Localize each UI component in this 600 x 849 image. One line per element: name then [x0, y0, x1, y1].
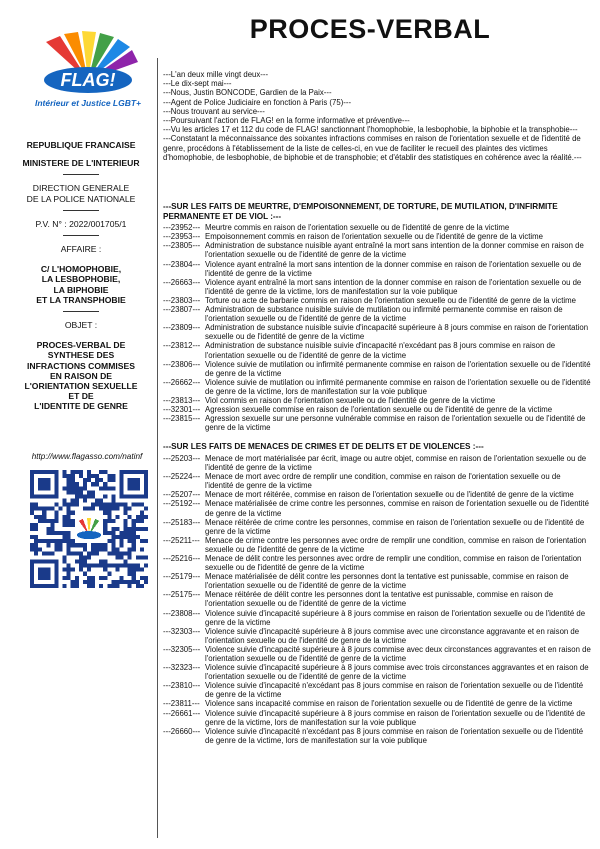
- list-item: [163, 699, 591, 708]
- natinf-code: ---23806---: [163, 359, 201, 369]
- natinf-code: ---25192---: [163, 499, 201, 509]
- left-column: [12, 140, 150, 412]
- page-title: PROCES-VERBAL: [249, 14, 491, 44]
- column-divider: [157, 58, 158, 838]
- infractions-list: [163, 196, 591, 745]
- intro-line: ---Vu les articles 17 et 112 du code de FLAG! sanctionnant l'homophobie, la lesbophobie, la biphobie et la transphobie---: [163, 125, 578, 135]
- infraction-text: Menace réitérée de crime contre les personnes, commise en raison de l'orientation sexuelle ou de l'identité de genre de la victime: [205, 517, 585, 536]
- intro-line: ---Constatant la méconnaissance des soixantes infractions commises en raison de l'orientation sexuelle et de l'identité de genre, procédons à l'établissement de la liste de celles-ci, en vue de faciliter le recueil des plaintes des victimes d'homophobie, de lesbophobie, de biphobie et de transphobie; et d'établir des statistiques en cohérence avec la réalité.---: [163, 134, 582, 162]
- infraction-text: Violence suivie d'incapacité supérieure à 8 jours commise avec trois circonstances aggravantes et en raison de l'orientation sexuelle ou de l'identité de genre de la victime: [205, 663, 589, 682]
- objet-line: EN RAISON DE: [49, 370, 113, 381]
- natinf-code: ---23805---: [163, 241, 201, 251]
- natinf-code: ---25183---: [163, 517, 201, 527]
- affaire-line: LA LESBOPHOBIE,: [41, 274, 121, 285]
- list-item: [163, 223, 591, 232]
- natinf-code: ---25207---: [163, 490, 201, 500]
- natinf-code: ---23815---: [163, 414, 201, 424]
- list-item: [163, 323, 591, 341]
- list-item: [163, 590, 591, 608]
- infraction-text: Menace matérialisée de crime contre les personnes, commise en raison de l'orientation sexuelle ou de l'identité de genre de la victime: [205, 499, 589, 518]
- infraction-text: Menace de mort matérialisée par écrit, image ou autre objet, commise en raison de l'orientation sexuelle ou de l'identité de genre de la victime: [205, 453, 587, 473]
- list-item: [163, 296, 591, 305]
- natinf-code: ---23809---: [163, 323, 201, 333]
- infraction-text: Violence suivie d'incapacité supérieure à 8 jours commise avec deux circonstances aggravantes et en raison de l'orientation sexuelle ou de l'identité de genre de la victime: [205, 644, 591, 663]
- infraction-text: Violence suivie d'incapacité supérieure à 8 jours commise en raison de l'orientation sexuelle ou de l'identité de genre de la victime, lors de manifestation sur la voie publique: [205, 708, 586, 727]
- infraction-text: Menace matérialisée de délit contre les personnes dont la tentative est punissable, commise en raison de l'orientation sexuelle ou de l'identité de genre de la victime: [205, 572, 569, 591]
- natinf-code: ---26661---: [163, 708, 201, 718]
- list-item: [163, 405, 591, 414]
- objet-line: L'IDENTITE DE GENRE: [34, 401, 128, 412]
- list-item: [163, 241, 591, 259]
- natinf-code: ---25224---: [163, 472, 201, 482]
- intro-line: ---Nous, Justin BONCODE, Gardien de la Paix---: [163, 88, 332, 98]
- list-item: [163, 260, 591, 278]
- infraction-text: Violence ayant entraîné la mort sans intention de la donner commise en raison de l'orientation sexuelle ou de l'identité de genre de la victime: [205, 259, 582, 278]
- intro-line: ---Le dix-sept mai---: [163, 79, 232, 89]
- divider: [63, 174, 99, 175]
- direction-line: DE LA POLICE NATIONALE: [26, 193, 136, 204]
- natinf-code: ---23807---: [163, 305, 201, 315]
- infraction-text: Menace de crime contre les personnes avec ordre de remplir une condition, commise en raison de l'orientation sexuelle ou de l'identité de genre de la victime: [205, 535, 587, 554]
- list-item: [163, 341, 591, 359]
- infraction-text: Agression sexuelle sur une personne vulnérable commise en raison de l'orientation sexuelle ou de l'identité de genre de la victime: [205, 414, 586, 433]
- list-item: [163, 727, 591, 745]
- list-item: [163, 499, 591, 517]
- natinf-code: ---32305---: [163, 644, 201, 654]
- natinf-code: ---32301---: [163, 405, 201, 415]
- list-item: [163, 709, 591, 727]
- section-heading: ---SUR LES FAITS DE MEURTRE, D'EMPOISONNEMENT, DE TORTURE, DE MUTILATION, D'INFIRMITE PERMANENTE ET DE VIOL :---: [163, 202, 558, 221]
- list-item: [163, 232, 591, 241]
- natinf-link[interactable]: http://www.flagasso.com/natinf: [31, 452, 143, 461]
- ministry-label: MINISTERE DE L'INTERIEUR: [22, 158, 140, 169]
- infraction-text: Administration de substance nuisible suivie d'incapacité n'excédant pas 8 jours commise en raison de l'orientation sexuelle ou de l'identité de genre de la victime: [205, 341, 556, 360]
- natinf-code: ---23808---: [163, 608, 201, 618]
- direction-line: DIRECTION GENERALE: [32, 183, 130, 194]
- infraction-text: Violence suivie de mutilation ou infirmité permanente commise en raison de l'orientation sexuelle ou de l'identité de genre de la victime, lors de manifestation sur la voie publique: [205, 377, 591, 396]
- infraction-text: Violence suivie d'incapacité supérieure à 8 jours commise en raison de l'orientation sexuelle ou de l'identité de genre de la victime: [205, 608, 586, 627]
- list-item: [163, 360, 591, 378]
- logo-tagline: Intérieur et Justice LGBT+: [34, 98, 142, 108]
- natinf-code: ---25175---: [163, 590, 201, 600]
- affaire-line: C/ L'HOMOPHOBIE,: [40, 264, 122, 275]
- list-item: [163, 396, 591, 405]
- natinf-code: ---25203---: [163, 453, 201, 463]
- list-item: [163, 454, 591, 472]
- republic-label: REPUBLIQUE FRANCAISE: [26, 140, 136, 150]
- natinf-code: ---23952---: [163, 223, 201, 233]
- list-item: [163, 472, 591, 490]
- list-item: [163, 681, 591, 699]
- intro-line: ---Poursuivant l'action de FLAG! en la forme informative et préventive---: [163, 116, 410, 126]
- intro-line: ---L'an deux mille vingt deux---: [163, 70, 269, 79]
- natinf-code: ---25216---: [163, 553, 201, 563]
- list-item: [163, 645, 591, 663]
- list-item: [163, 627, 591, 645]
- list-item: [163, 490, 591, 499]
- qr-code-icon[interactable]: [30, 470, 148, 588]
- list-item: [163, 536, 591, 554]
- objet-line: ET DE: [68, 391, 94, 402]
- natinf-code: ---26660---: [163, 726, 201, 736]
- divider: [63, 311, 99, 312]
- affaire-line: LA BIPHOBIE: [53, 284, 109, 295]
- infraction-text: Viol commis en raison de l'orientation sexuelle ou de l'identité de genre de la victime: [205, 395, 496, 405]
- list-item: [163, 378, 591, 396]
- natinf-code: ---23812---: [163, 341, 201, 351]
- intro-line: ---Nous trouvant au service---: [163, 106, 265, 116]
- natinf-code: ---23804---: [163, 259, 201, 269]
- natinf-code: ---23803---: [163, 295, 201, 305]
- divider: [63, 210, 99, 211]
- natinf-code: ---26663---: [163, 277, 201, 287]
- natinf-code: ---25211---: [163, 535, 200, 545]
- intro-line: ---Agent de Police Judiciaire en fonction à Paris (75)---: [163, 97, 352, 107]
- infraction-text: Agression sexuelle commise en raison de l'orientation sexuelle ou de l'identité de genre de la victime: [205, 405, 553, 415]
- infraction-text: Violence suivie d'incapacité n'excédant pas 8 jours commise en raison de l'orientation sexuelle ou de l'identité de genre de la victime, lors de manifestation sur la voie publique: [205, 726, 584, 745]
- infraction-text: Torture ou acte de barbarie commis en raison de l'orientation sexuelle ou de l'identité de genre de la victime: [205, 295, 576, 305]
- infraction-text: Administration de substance nuisible suivie de mutilation ou infirmité permanente commise en raison de l'orientation sexuelle ou de l'identité de genre de la victime: [205, 305, 563, 324]
- natinf-code: ---32323---: [163, 663, 201, 673]
- natinf-code: ---23953---: [163, 232, 201, 242]
- natinf-code: ---32303---: [163, 626, 201, 636]
- natinf-code: ---25179---: [163, 572, 201, 582]
- affaire-label: AFFAIRE :: [60, 244, 102, 255]
- infraction-text: Administration de substance nuisible ayant entraîné la mort sans intention de la donner commise en raison de l'orientation sexuelle ou de l'identité de genre de la victime: [205, 241, 584, 260]
- objet-line: PROCES-VERBAL DE: [36, 340, 126, 351]
- natinf-code: ---23811---: [163, 699, 200, 709]
- infraction-text: Empoisonnement commis en raison de l'orientation sexuelle ou de l'identité de genre de la victime: [205, 232, 543, 242]
- list-item: [163, 609, 591, 627]
- logo-brand: FLAG!: [60, 70, 116, 90]
- infraction-text: Administration de substance nuisible suivie d'incapacité supérieure à 8 jours commise en raison de l'orientation sexuelle ou de l'identité de genre de la victime: [205, 323, 589, 342]
- infraction-text: Violence suivie d'incapacité n'excédant pas 8 jours commise en raison de l'orientation sexuelle ou de l'identité de genre de la victime: [205, 681, 584, 700]
- list-item: [163, 572, 591, 590]
- infraction-text: Violence sans incapacité commise en raison de l'orientation sexuelle ou de l'identité de genre de la victime: [205, 699, 573, 709]
- infraction-text: Menace réitérée de délit contre les personnes dont la tentative est punissable, commise en raison de l'orientation sexuelle ou de l'identité de genre de la victime: [205, 590, 554, 609]
- natinf-code: ---26662---: [163, 377, 201, 387]
- natinf-code: ---23813---: [163, 395, 201, 405]
- infraction-text: Menace de mort avec ordre de remplir une condition, commise en raison de l'orientation sexuelle ou de l'identité de genre de la victime: [205, 472, 561, 491]
- list-item: [163, 518, 591, 536]
- infraction-text: Menace de mort réitérée, commise en raison de l'orientation sexuelle ou de l'identité de genre de la victime: [205, 490, 574, 500]
- pv-number: P.V. N° : 2022/001705/1: [35, 218, 127, 229]
- list-item: [163, 414, 591, 432]
- affaire-line: ET LA TRANSPHOBIE: [36, 294, 126, 305]
- divider: [63, 235, 99, 236]
- intro-block: [163, 70, 591, 162]
- infraction-text: Meurtre commis en raison de l'orientation sexuelle ou de l'identité de genre de la victime: [205, 223, 510, 233]
- infraction-text: Violence ayant entraîné la mort sans intention de la donner commise en raison de l'orientation sexuelle ou de l'identité de genre de la victime, lors de manifestation sur la voie publique: [205, 277, 582, 296]
- infraction-text: Violence suivie de mutilation ou infirmité permanente commise en raison de l'orientation sexuelle ou de l'identité de genre de la victime: [205, 359, 591, 378]
- objet-label: OBJET :: [64, 320, 98, 331]
- objet-line: INFRACTIONS COMMISES: [27, 360, 135, 371]
- infraction-text: Menace de délit contre les personnes avec ordre de remplir une condition, commise en raison de l'orientation sexuelle ou de l'identité de genre de la victime: [205, 553, 582, 573]
- list-item: [163, 278, 591, 296]
- natinf-code: ---23810---: [163, 681, 201, 691]
- objet-line: SYNTHESE DES: [47, 350, 115, 361]
- list-item: [163, 554, 591, 572]
- list-item: [163, 305, 591, 323]
- list-item: [163, 663, 591, 681]
- flag-logo: [28, 30, 148, 112]
- infraction-text: Violence suivie d'incapacité supérieure à 8 jours commise avec une circonstance aggravante et en raison de l'orientation sexuelle ou de l'identité de genre de la victime: [205, 626, 580, 645]
- objet-line: L'ORIENTATION SEXUELLE: [24, 381, 138, 392]
- section-heading: ---SUR LES FAITS DE MENACES DE CRIMES ET DE DELITS ET DE VIOLENCES :---: [163, 442, 484, 452]
